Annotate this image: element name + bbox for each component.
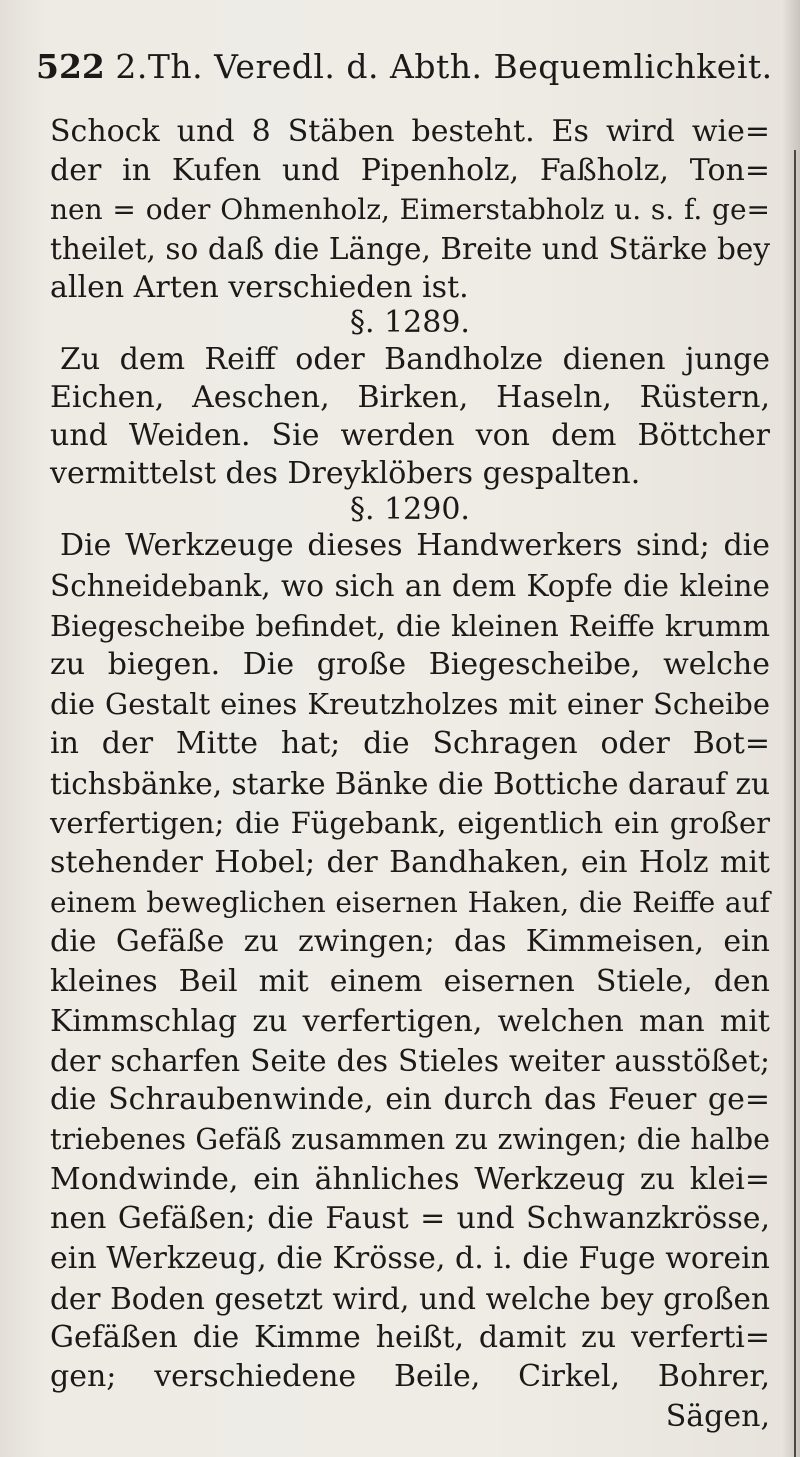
text-line: ein Werkzeug, die Krösse, d. i. die Fuge worein [50, 1241, 770, 1276]
section-number: §. 1290. [350, 492, 470, 527]
text-line: vermittelst des Dreyklöbers gespalten. [50, 456, 641, 491]
page-edge-shadow [782, 0, 800, 1457]
text-line: in der Mitte hat; die Schragen oder Bot= [50, 726, 770, 761]
page-number: 522 [36, 47, 105, 86]
text-line: Mondwinde, ein ähnliches Werkzeug zu klei= [50, 1162, 770, 1197]
text-line: und Weiden. Sie werden von dem Böttcher [50, 418, 770, 453]
text-line: die Gefäße zu zwingen; das Kimmeisen, ein [50, 924, 770, 959]
text-line: Biegescheibe befindet, die kleinen Reiffe krumm [50, 609, 770, 643]
text-line: theilet, so daß die Länge, Breite und Stärke bey [50, 232, 770, 266]
text-line: zu biegen. Die große Biegescheibe, welche [50, 647, 770, 682]
page-edge-line [794, 150, 796, 1457]
text-line: Eichen, Aeschen, Birken, Haseln, Rüstern, [50, 380, 770, 415]
text-line: kleines Beil mit einem eisernen Stiele, den [50, 964, 770, 999]
text-line: der Boden gesetzt wird, und welche bey großen [50, 1282, 770, 1316]
text-line: Schneidebank, wo sich an dem Kopfe die kleine [50, 569, 770, 603]
text-line: nen Gefäßen; die Faust = und Schwanzkrösse, [50, 1201, 770, 1236]
text-line: Kimmschlag zu verfertigen, welchen man mit [50, 1004, 770, 1039]
text-line: stehender Hobel; der Bandhaken, ein Holz mit [50, 845, 770, 880]
text-line: der scharfen Seite des Stieles weiter ausstößet; [50, 1044, 770, 1078]
text-line: Gefäßen die Kimme heißt, damit zu verferti= [50, 1320, 770, 1355]
catchword: Sägen, [665, 1399, 770, 1434]
text-line: triebenes Gefäß zusammen zu zwingen; die halbe [50, 1123, 770, 1156]
text-line: Die Werkzeuge dieses Handwerkers sind; die [60, 528, 770, 563]
running-title: 2.Th. Veredl. d. Abth. Bequemlichkeit. [115, 47, 773, 86]
running-header [36, 42, 776, 92]
text-line: die Gestalt eines Kreutzholzes mit einer Scheibe [50, 687, 770, 721]
text-line: tichsbänke, starke Bänke die Bottiche darauf zu [50, 767, 770, 801]
text-line: gen; verschiedene Beile, Cirkel, Bohrer, [50, 1359, 770, 1394]
text-line: nen = oder Ohmenholz, Eimerstabholz u. s. f. ge= [50, 193, 770, 226]
text-line: der in Kufen und Pipenholz, Faßholz, Ton= [50, 153, 770, 188]
text-line: verfertigen; die Fügebank, eigentlich ein großer [50, 806, 770, 840]
text-line: Zu dem Reiff oder Bandholze dienen junge [60, 342, 770, 377]
text-line: einem beweglichen eisernen Haken, die Reiffe auf [50, 886, 770, 919]
text-line: allen Arten verschieden ist. [50, 270, 469, 305]
text-line: Schock und 8 Stäben besteht. Es wird wie= [50, 114, 770, 149]
text-line: die Schraubenwinde, ein durch das Feuer ge= [50, 1082, 770, 1117]
section-number: §. 1289. [350, 305, 470, 340]
